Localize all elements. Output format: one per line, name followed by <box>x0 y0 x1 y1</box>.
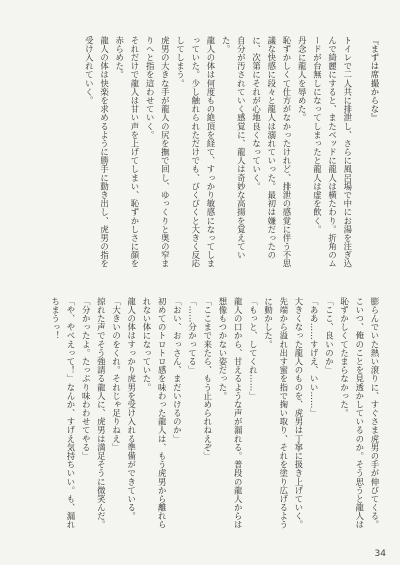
paragraph: 掠れた声でそう強請る龍人に、虎男は満足そうに微笑んだ。 <box>96 297 107 529</box>
dialogue-line: 「ここまで来たら、もう止められねえぞ」 <box>202 297 213 461</box>
paragraph: 初めてのトロトロ感を味わった龍人は、もう虎男から離れられない体になっていた。 <box>141 297 168 529</box>
paragraph: トイレで二人共に排泄し、さらに風呂場で中にお湯を注ぎ込んで綺麗にすると、またベッドに龍人は横たわり。折角のムードが台無しになってしまったと龍人は虚を飲く。 <box>312 36 353 268</box>
paragraph: 大きくなった龍人のものを、虎男は丁寧に扱き上げていく。先端から溢れ出す蜜を指で掬い取り、それを塗り広げるように動かした。 <box>263 297 304 529</box>
paragraph: それだけで龍人は甘い声を上げてしまい、恥ずかしさに顔を赤らめた。 <box>114 36 140 268</box>
dialogue-line: 「……分かってる」 <box>187 297 198 375</box>
paragraph: 龍人の体はすっかり虎男を受け入れる準備ができている。 <box>126 297 137 521</box>
paragraph: 虎男の大きな手が龍人の尻を撫で回し、ゆっくりと奥の窄まりへと指を這わせていく。 <box>145 36 171 268</box>
paragraph: 膨らんでいた熱い滾りに、すぐさま虎男の手が伸びてくる。 <box>370 297 380 529</box>
lower-text-block <box>24 297 382 537</box>
section-heading: 『まずは席撮からな』 <box>370 36 380 122</box>
paragraph: 恥ずかしくて仕方がなかったけれど、排泄の感覚に伴う不思議な快感に段々と龍人は溺れていった。最初は嫌だったのに、次第にそれが心地良くなっていく。 <box>251 36 292 268</box>
paragraph: 龍人の口から、甘えるような声が漏れる。普段の龍人からは想像もつかない姿だった。 <box>217 297 244 529</box>
dialogue-line: 「ここ、良いのか」 <box>324 297 335 375</box>
page-number: 34 <box>374 549 386 559</box>
dialogue-line: 「や、やべえって！」なんか、すげえ気持ちいい。も、漏れちまうっ！ <box>50 297 76 529</box>
upper-text-block <box>24 36 382 272</box>
dialogue-line: 「おい、おっさん、まだいけるのか」 <box>172 297 183 444</box>
paragraph: 丹念に龍人を辱めた。 <box>297 36 308 122</box>
dialogue-line: 「大きいのをくれ。それじゃ足りねえ」 <box>111 297 122 452</box>
paragraph: 龍人の体は快楽を求めるように勝手に動き出し、虎男の指を受け入れていく。 <box>84 36 110 268</box>
paragraph: 自分が汚されていく感覚に、龍人は奇妙な高揚を覚えていた。 <box>221 36 247 260</box>
paragraph: 龍人の体は何度もの絶頂を経て、すっかり敏感になってしまっていた。少し触れられただけでも、びくびくと大きく反応してしまう。 <box>175 36 216 268</box>
dialogue-line: 「ああ……すげえ、いい……」 <box>309 297 320 418</box>
paragraph: こいつ、俺のことを見透かしているのか。そう思うと龍人は恥ずかしくてたまらなかった。 <box>339 297 365 529</box>
dialogue-line: 「もっと、してくれ……」 <box>248 297 259 401</box>
dialogue-line: 「分かったよ。たっぷり味わわせてやる」 <box>81 297 92 461</box>
